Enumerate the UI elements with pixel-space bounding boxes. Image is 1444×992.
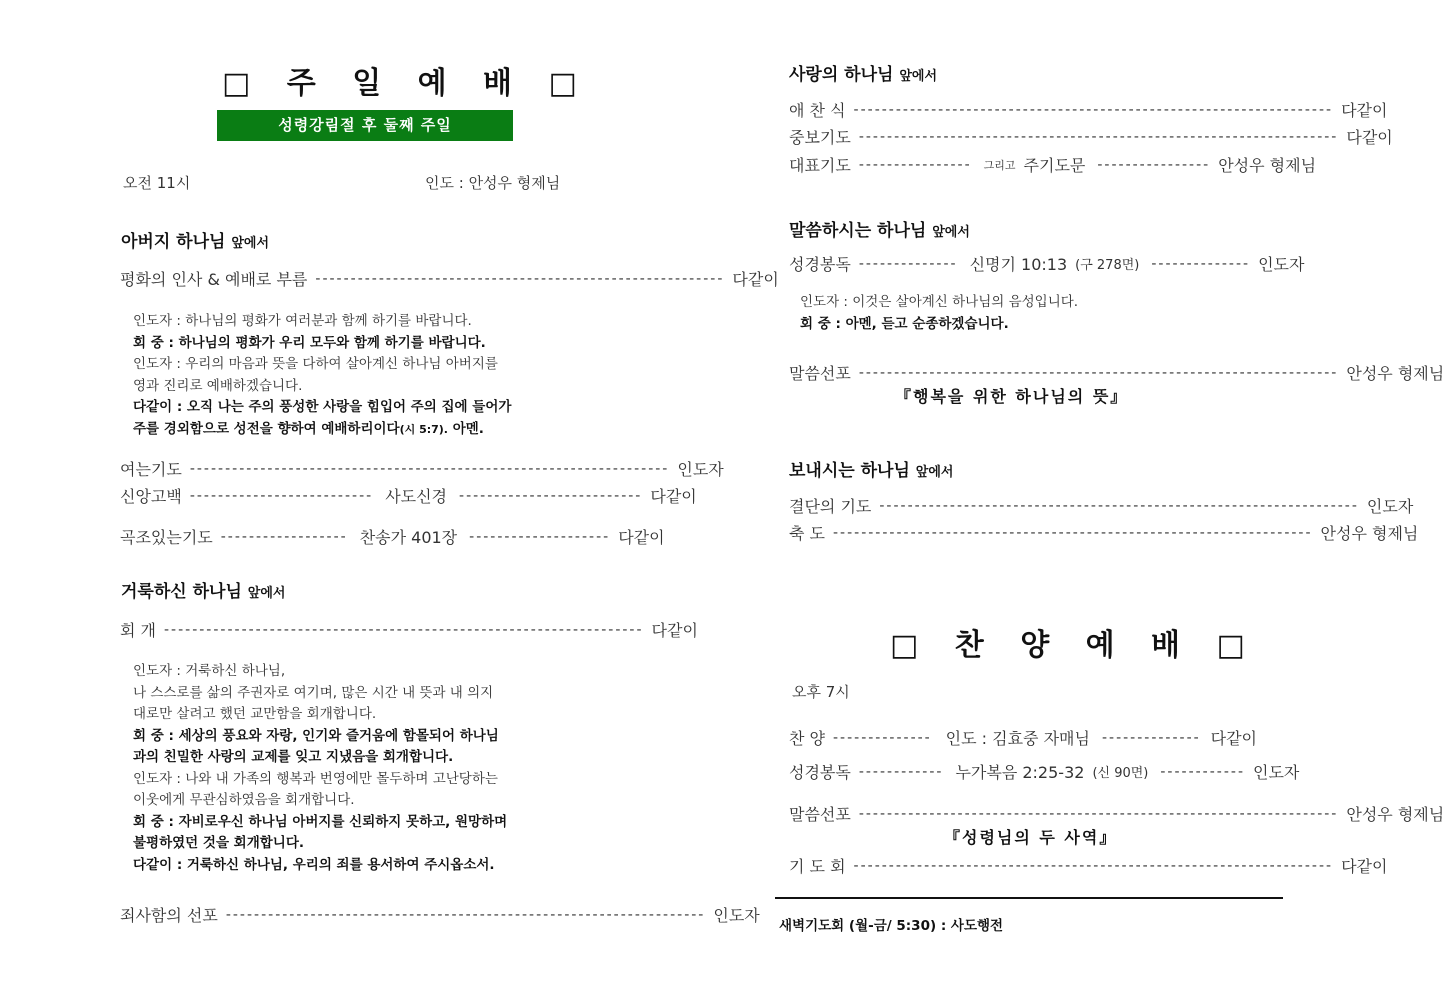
order-item-intercession	[789, 125, 1393, 148]
item-label: 말씀선포	[789, 364, 851, 383]
leader-dots: --------------------------------------------------------------------	[879, 497, 1359, 514]
litany-line: 나 스스로를 삶의 주권자로 여기며, 많은 시간 내 뜻과 내 의지	[133, 684, 494, 701]
item-by: 안성우 형제님	[1320, 524, 1419, 543]
item-detail: 찬송가 401장	[359, 528, 458, 547]
item-detail: 누가복음 2:25-32	[955, 763, 1085, 782]
order-item-benediction	[789, 521, 1419, 544]
sermon-title-2: 『성령님의 두 사역』	[944, 828, 1118, 847]
leader-dots: ----------------	[858, 156, 972, 173]
section-title: 보내시는 하나님	[789, 461, 910, 481]
item-detail: 사도신경	[385, 487, 448, 506]
section-heading-holy	[121, 577, 285, 602]
leader-dots: --------------------------------------------------------------------	[853, 857, 1334, 874]
order-item-opening-prayer	[120, 457, 724, 480]
item-label: 말씀선포	[789, 805, 851, 824]
item-ref: (구 278면)	[1075, 258, 1140, 273]
item-label: 성경봉독	[789, 255, 851, 274]
litany-line: 대로만 살려고 했던 교만함을 회개합니다.	[133, 706, 377, 722]
section-heading-father	[121, 227, 269, 252]
litany-line: 회 중 : 세상의 풍요와 자랑, 인기와 즐거움에 함몰되어 하나님	[133, 727, 499, 744]
section-title: 거룩하신 하나님	[121, 582, 242, 602]
item-by: 다같이	[1341, 857, 1388, 876]
item-by: 안성우 형제님	[1346, 805, 1444, 824]
item-by: 인도자	[713, 906, 760, 925]
item-by: 다같이	[651, 621, 698, 640]
litany-line: 회 중 : 아멘, 듣고 순종하겠습니다.	[800, 315, 1009, 332]
order-item-scripture-2	[789, 760, 1300, 783]
section-suffix: 앞에서	[231, 236, 270, 251]
item-label: 축 도	[789, 524, 825, 543]
leader-dots: ----------------------------------------------------------	[315, 270, 725, 287]
section-title: 말씀하시는 하나님	[789, 221, 927, 241]
item-label: 찬 양	[789, 729, 825, 748]
item-by: 다같이	[1210, 729, 1258, 748]
item-label: 기 도 회	[789, 857, 846, 876]
order-item-representative-prayer	[789, 153, 1317, 176]
leader-dots: ----------------	[1097, 156, 1211, 173]
item-detail: 주기도문	[1023, 156, 1086, 175]
item-by: 다같이	[732, 270, 779, 289]
dawn-prayer-notice: 새벽기도회 (월-금/ 5:30) : 사도행전	[779, 918, 1004, 934]
item-detail: 그리고	[983, 158, 1016, 172]
leader-dots: ------------	[1160, 763, 1245, 780]
leader-dots: --------------	[1101, 729, 1201, 746]
item-by: 다같이	[1346, 128, 1393, 147]
section-heading-word	[789, 216, 970, 241]
litany-line: 회 중 : 자비로우신 하나님 아버지를 신뢰하지 못하고, 원망하며	[133, 813, 508, 830]
litany-greeting	[133, 311, 593, 440]
leader-dots: --------------------------------------------------------------------	[189, 460, 670, 477]
section-heading-love	[789, 60, 937, 85]
leader-dots: --------------	[1151, 255, 1251, 272]
order-item-sermon	[789, 361, 1444, 384]
leader-dots: --------------------	[469, 528, 611, 545]
section-suffix: 앞에서	[899, 69, 938, 84]
item-label: 대표기도	[789, 156, 851, 175]
item-label: 결단의 기도	[789, 497, 872, 516]
leader-dots: --------------------------	[459, 487, 643, 504]
item-by: 인도자	[1258, 255, 1305, 274]
order-item-repentance	[120, 618, 698, 641]
praise-service-time: 오후 7시	[792, 683, 850, 701]
section-title: 사랑의 하나님	[789, 65, 894, 85]
item-by: 인도자	[677, 460, 724, 479]
order-item-sermon-2	[789, 802, 1444, 825]
item-by: 인도자	[1253, 763, 1300, 782]
order-item-offering	[789, 98, 1388, 121]
order-item-silent-prayer	[120, 525, 665, 548]
service-time: 오전 11시	[123, 174, 191, 192]
item-detail: 인도 : 김효중 자매님	[945, 729, 1090, 748]
litany-word	[800, 292, 1240, 335]
item-label: 곡조있는기도	[120, 528, 213, 547]
leader-dots: --------------------------	[189, 487, 374, 504]
litany-line: 과의 친밀한 사랑의 교제를 잊고 지냈음을 회개합니다.	[133, 749, 454, 765]
leader-dots: --------------------------------------------------------------------	[164, 621, 644, 638]
item-label: 성경봉독	[789, 763, 851, 782]
section-suffix: 앞에서	[915, 465, 954, 480]
litany-line: 불평하였던 것을 회개합니다.	[133, 835, 305, 851]
order-item-greeting	[120, 267, 779, 290]
order-item-absolution	[120, 903, 760, 926]
season-banner: 성령강림절 후 둘째 주일	[217, 110, 513, 141]
item-label: 중보기도	[789, 128, 851, 147]
leader-dots: ------------------	[220, 528, 348, 545]
main-service-title: □ 주 일 예 배 □	[222, 66, 590, 101]
item-by: 안성우 형제님	[1218, 156, 1317, 175]
litany-line: 이웃에게 무관심하였음을 회개합니다.	[133, 792, 355, 808]
litany-line: 회 중 : 하나님의 평화가 우리 모두와 함께 하기를 바랍니다.	[133, 334, 486, 351]
order-item-decision-prayer	[789, 494, 1414, 517]
item-by: 인도자	[1366, 497, 1414, 516]
litany-line: 인도자 : 우리의 마음과 뜻을 다하여 살아계신 하나님 아버지를	[133, 356, 498, 372]
leader-dots: ------------	[858, 763, 944, 780]
praise-service-title: □ 찬 양 예 배 □	[890, 628, 1258, 663]
item-label: 평화의 인사 & 예배로 부름	[120, 270, 308, 289]
order-item-praise	[789, 726, 1257, 749]
item-by: 다같이	[650, 487, 697, 506]
item-label: 죄사함의 선포	[120, 906, 218, 925]
leader-dots: --------------------------------------------------------------------	[858, 364, 1339, 381]
leader-dots: --------------------------------------------------------------------	[853, 101, 1334, 118]
item-label: 신앙고백	[120, 487, 182, 506]
litany-line: 인도자 : 거룩하신 하나님,	[133, 663, 286, 679]
item-label: 회 개	[120, 621, 156, 640]
litany-line: 주를 경외함으로 성전을 향하여 예배하리이다(시 5:7). 아멘.	[133, 420, 484, 437]
litany-line: 인도자 : 나와 내 가족의 행복과 번영에만 몰두하며 고난당하는	[133, 770, 498, 787]
leader-dots: --------------	[858, 255, 958, 272]
item-label: 여는기도	[120, 460, 182, 479]
item-by: 다같이	[618, 528, 665, 547]
leader-dots: --------------------------------------------------------------------	[858, 805, 1339, 822]
leader-dots: --------------------------------------------------------------------	[833, 524, 1313, 541]
section-suffix: 앞에서	[932, 225, 970, 240]
service-leader: 인도 : 안성우 형제님	[425, 174, 561, 192]
footer-divider	[775, 897, 1283, 899]
litany-line: 인도자 : 하나님의 평화가 여러분과 함께 하기를 바랍니다.	[133, 313, 472, 329]
sermon-title: 『행복을 위한 하나님의 뜻』	[895, 387, 1129, 406]
item-ref: (신 90면)	[1092, 766, 1149, 781]
litany-line: 영과 진리로 예배하겠습니다.	[133, 377, 303, 394]
section-suffix: 앞에서	[247, 586, 286, 601]
item-detail: 신명기 10:13	[969, 255, 1068, 274]
leader-dots: --------------	[833, 729, 932, 746]
litany-line: 인도자 : 이것은 살아계신 하나님의 음성입니다.	[800, 294, 1079, 310]
section-heading-sending	[789, 456, 953, 481]
item-by: 안성우 형제님	[1346, 364, 1444, 383]
item-by: 다같이	[1341, 101, 1388, 120]
order-item-scripture	[789, 252, 1305, 275]
leader-dots: --------------------------------------------------------------------	[858, 128, 1339, 145]
order-item-prayer-meeting	[789, 854, 1388, 877]
order-item-creed	[120, 484, 697, 507]
item-label: 애 찬 식	[789, 101, 846, 120]
leader-dots: --------------------------------------------------------------------	[225, 906, 706, 923]
litany-line: 다같이 : 거룩하신 하나님, 우리의 죄를 용서하여 주시옵소서.	[133, 856, 495, 873]
litany-line: 다같이 : 오직 나는 주의 풍성한 사랑을 힘입어 주의 집에 들어가	[133, 399, 512, 415]
section-title: 아버지 하나님	[121, 232, 226, 252]
litany-repentance	[133, 661, 593, 876]
